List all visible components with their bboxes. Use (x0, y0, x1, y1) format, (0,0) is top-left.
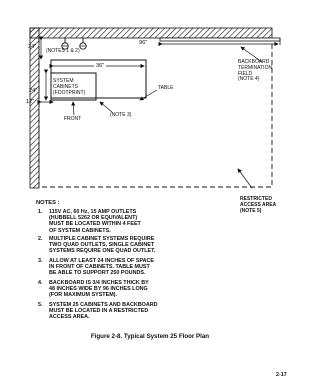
note-number: 3. (38, 258, 43, 264)
note-number: 4. (38, 280, 43, 286)
system-cabinets-label: SYSTEM CABINETS (FOOTPRINT) (53, 78, 86, 96)
backboard-termination-label: BACKBOARD TERMINATION FIELD (NOTE 4) (238, 59, 273, 83)
note-text: MULTIPLE CABINET SYSTEMS REQUIRE TWO QUAD OUTLETS, SINGLE CABINET SYSTEMS REQUIRE ONE QUAD OUTLET. (49, 236, 156, 255)
note-3-reference: (NOTE 3) (110, 112, 132, 118)
left-wall (30, 28, 39, 188)
notes-title: NOTES : (36, 200, 60, 206)
front-label: FRONT (64, 116, 82, 122)
note-text: BACKBOARD IS 3/4 INCHES THICK BY 48 INCHES WIDE BY 96 INCHES LONG (FOR MAXIMUM SYSTEM). (49, 280, 149, 299)
table-label: TABLE (158, 85, 174, 91)
dim-12-label: 12" (26, 99, 35, 105)
note-number: 2. (38, 236, 43, 242)
dim-96-label: 96" (139, 40, 148, 46)
page-number: 2-17 (276, 372, 287, 378)
note-text: 115V AC, 60 Hz, 15 AMP OUTLETS (HUBBELL 5262 OR EQUIVALENT) MUST BE LOCATED WITHIN 4 FEET OF SYSTEM CABINETS. (49, 209, 141, 234)
note-item (38, 302, 249, 321)
note-text: SYSTEM 25 CABINETS AND BACKBOARD MUST BE LOCATED IN A RESTRICTED ACCESS AREA. (49, 302, 158, 321)
backboard (160, 38, 280, 41)
dim-36-label: 36" (96, 63, 105, 69)
dim-24-top-label: 24" (28, 44, 37, 50)
dim-24-side-label: 24" (29, 88, 38, 94)
top-wall (30, 28, 272, 38)
front-leader (73, 102, 74, 115)
table-leader (140, 90, 157, 100)
restricted-access-label: RESTRICTED ACCESS AREA (NOTE 5) (240, 196, 277, 214)
note-item (38, 209, 249, 234)
note-number: 5. (38, 302, 43, 308)
note-item (38, 280, 249, 299)
note-text: ALLOW AT LEAST 24 INCHES OF SPACE IN FRONT OF CABINETS. TABLE MUST BE ABLE TO SUPPORT 250 POUNDS. (49, 258, 155, 277)
outlet-icon (80, 38, 86, 49)
note3-leader (100, 102, 112, 112)
figure-caption: Figure 2-8. Typical System 25 Floor Plan (90, 333, 210, 340)
note-number: 1. (38, 209, 43, 215)
note-item (38, 236, 249, 255)
notes-1-2-reference: (NOTES 1 & 2) (46, 48, 80, 54)
note-item (38, 258, 249, 277)
restricted-leader (238, 169, 252, 188)
